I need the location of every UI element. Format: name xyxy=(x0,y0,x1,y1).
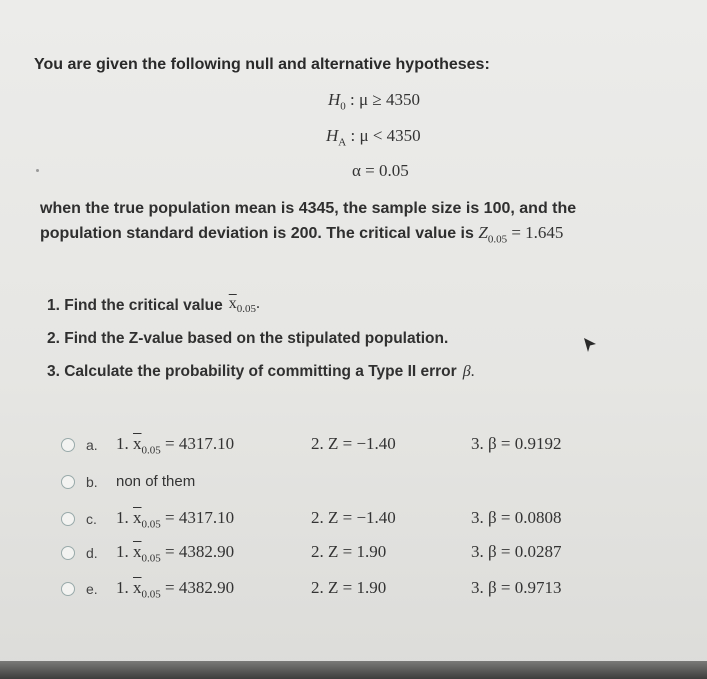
task-1-text: 1. Find the critical value xyxy=(47,296,223,314)
option-c-p1-sub: 0.05 xyxy=(141,518,161,531)
option-c-part-3: 3. β = 0.0808 xyxy=(471,508,562,527)
null-hypothesis xyxy=(328,90,420,112)
option-e-part-3: 3. β = 0.9713 xyxy=(471,578,562,597)
option-c-p1-val: = 4317.10 xyxy=(160,508,235,527)
option-e-part-1 xyxy=(116,578,234,600)
option-a[interactable] xyxy=(61,434,661,458)
ha-symbol: H xyxy=(326,126,339,145)
option-b-letter: b. xyxy=(86,474,98,490)
question-intro: You are given the following null and alternative hypotheses: xyxy=(34,56,490,73)
option-d-p1-sub: 0.05 xyxy=(141,552,161,565)
option-d-part-2: 2. Z = 1.90 xyxy=(311,542,387,561)
h0-symbol: H xyxy=(328,90,341,109)
alternative-hypothesis xyxy=(326,126,421,148)
option-a-radio[interactable] xyxy=(61,438,75,452)
option-c[interactable] xyxy=(61,508,661,532)
task-1-sub: 0.05 xyxy=(236,303,256,316)
option-a-p1-pre: 1. xyxy=(116,434,133,453)
option-e-part-2: 2. Z = 1.90 xyxy=(311,578,387,597)
ha-sub: A xyxy=(338,136,347,149)
option-e[interactable] xyxy=(61,578,661,602)
description-line-2-text: population standard deviation is 200. The critical value is xyxy=(40,225,474,242)
option-c-part-1 xyxy=(116,508,234,530)
option-e-radio[interactable] xyxy=(61,582,75,596)
task-item-3 xyxy=(47,355,475,388)
option-d-p1-pre: 1. xyxy=(116,542,133,561)
option-e-p1-x: $\overline{x}$ xyxy=(133,578,142,597)
task-1-tail: . xyxy=(255,295,260,313)
task-1-xbar: $\overline{x}$ xyxy=(228,295,237,313)
option-c-letter: c. xyxy=(86,511,97,527)
option-b[interactable] xyxy=(61,471,661,495)
option-e-p1-sub: 0.05 xyxy=(141,588,161,601)
option-d[interactable] xyxy=(61,542,661,566)
option-e-letter: e. xyxy=(86,581,98,597)
option-b-text: non of them xyxy=(116,473,196,490)
option-c-part-2: 2. Z = −1.40 xyxy=(311,508,396,527)
task-3-beta: β xyxy=(462,362,471,380)
description-line-2 xyxy=(40,221,670,251)
option-e-p1-val: = 4382.90 xyxy=(160,578,235,597)
option-d-part-1 xyxy=(116,542,234,564)
stray-dot xyxy=(36,169,39,172)
task-item-2 xyxy=(47,322,475,355)
ha-relation: : μ < 4350 xyxy=(350,126,421,145)
description-line-1: when the true population mean is 4345, the sample size is 100, and the xyxy=(40,200,577,217)
option-d-part-3: 3. β = 0.0287 xyxy=(471,542,562,561)
option-c-p1-x: $\overline{x}$ xyxy=(133,508,142,527)
task-2-text: 2. Find the Z-value based on the stipulated population. xyxy=(47,329,449,347)
screen-bezel xyxy=(0,661,707,679)
task-1-math xyxy=(229,295,260,315)
critical-z-value: = 1.645 xyxy=(507,223,564,242)
mouse-cursor-icon xyxy=(583,337,597,353)
option-a-p1-val: = 4317.10 xyxy=(160,434,235,453)
option-d-p1-val: = 4382.90 xyxy=(160,542,235,561)
task-3-math xyxy=(463,363,475,381)
option-c-radio[interactable] xyxy=(61,512,75,526)
option-e-p1-pre: 1. xyxy=(116,578,133,597)
h0-relation: : μ ≥ 4350 xyxy=(350,90,420,109)
option-a-part-1 xyxy=(116,434,234,456)
task-3-tail: . xyxy=(470,362,475,380)
option-d-letter: d. xyxy=(86,545,98,561)
option-a-p1-x: $\overline{x}$ xyxy=(133,434,142,453)
task-3-text: 3. Calculate the probability of committing a Type II error xyxy=(47,362,457,380)
option-d-p1-x: $\overline{x}$ xyxy=(133,542,142,561)
option-a-letter: a. xyxy=(86,437,98,453)
option-a-part-3: 3. β = 0.9192 xyxy=(471,434,562,453)
task-item-1 xyxy=(47,289,475,322)
critical-value-math xyxy=(478,223,564,246)
option-b-radio[interactable] xyxy=(61,475,75,489)
option-a-part-2: 2. Z = −1.40 xyxy=(311,434,396,453)
alpha-level: α = 0.05 xyxy=(352,161,409,180)
critical-z-sub: 0.05 xyxy=(487,233,508,246)
task-list xyxy=(47,289,475,388)
option-d-radio[interactable] xyxy=(61,546,75,560)
question-description xyxy=(40,197,670,251)
option-a-p1-sub: 0.05 xyxy=(141,444,161,457)
h0-sub: 0 xyxy=(340,100,346,113)
option-c-p1-pre: 1. xyxy=(116,508,133,527)
critical-z: Z xyxy=(478,223,488,242)
